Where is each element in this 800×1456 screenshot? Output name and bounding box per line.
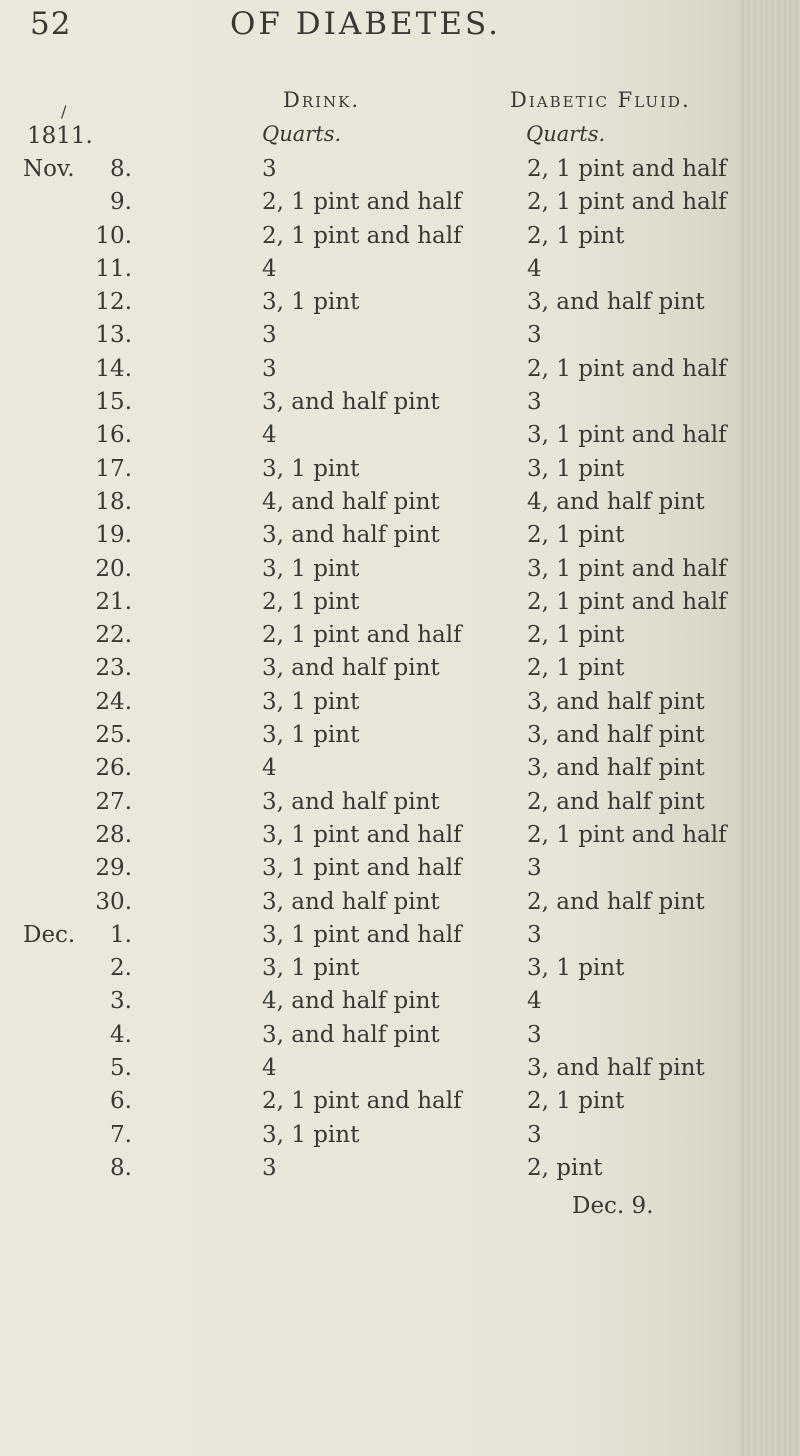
day-cell: 26. (95, 755, 132, 782)
table-row (0, 289, 800, 322)
table-row (0, 622, 800, 655)
fluid-cell: 3 (527, 1021, 542, 1048)
drink-cell: 3, 1 pint (262, 1121, 360, 1148)
fluid-cell: 3, 1 pint (527, 955, 625, 982)
fluid-cell: 3, and half pint (527, 1055, 705, 1082)
day-cell: 27. (95, 788, 132, 815)
fluid-cell: 3, and half pint (527, 688, 705, 715)
month-label-nov: Nov. (23, 156, 75, 182)
month-label-dec: Dec. (23, 922, 76, 948)
fluid-cell: 4 (527, 255, 542, 282)
table-row (0, 556, 800, 589)
fluid-cell: 2, and half pint (527, 788, 705, 815)
drink-cell: 3, 1 pint (262, 289, 360, 316)
fluid-cell: 3 (527, 389, 542, 416)
day-cell: 8. (110, 1154, 132, 1181)
day-cell: 4. (110, 1021, 132, 1048)
fluid-cell: 2, 1 pint (527, 522, 625, 549)
entry-date: Dec. 9. (572, 1193, 654, 1219)
drink-cell: 3, and half pint (262, 1021, 440, 1048)
fluid-cell: 3 (527, 855, 542, 882)
day-cell: 2. (110, 955, 132, 982)
table-row (0, 755, 800, 788)
fluid-cell: 2, and half pint (527, 888, 705, 915)
table-row (0, 422, 800, 455)
drink-cell: 4 (262, 255, 277, 282)
day-cell: 21. (95, 588, 132, 615)
fluid-cell: 3, and half pint (527, 722, 705, 749)
fluid-cell: 3 (527, 322, 542, 349)
drink-cell: 3 (262, 322, 277, 349)
table-row (0, 522, 800, 555)
day-cell: 10. (95, 222, 132, 249)
day-cell: 9. (110, 189, 132, 216)
day-cell: 28. (95, 821, 132, 848)
table-row (0, 489, 800, 522)
day-cell: 12. (95, 289, 132, 316)
running-title: OF DIABETES. (230, 6, 501, 42)
fluid-cell: 2, 1 pint (527, 622, 625, 649)
fluid-cell: 3, 1 pint (527, 455, 625, 482)
table-row (0, 655, 800, 688)
drink-cell: 3, 1 pint (262, 555, 360, 582)
table-row (0, 988, 800, 1021)
table-row (0, 789, 800, 822)
drink-cell: 3 (262, 355, 277, 382)
fluid-cell: 2, 1 pint and half (527, 355, 727, 382)
drink-cell: 3, and half pint (262, 655, 440, 682)
drink-cell: 2, 1 pint and half (262, 1088, 462, 1115)
day-cell: 1. (110, 921, 132, 948)
fluid-cell: 3 (527, 921, 542, 948)
drink-cell: 4 (262, 755, 277, 782)
table-row (0, 722, 800, 755)
drink-cell: 4, and half pint (262, 488, 440, 515)
fluid-cell: 2, pint (527, 1154, 603, 1181)
table-row (0, 889, 800, 922)
fluid-cell: 2, 1 pint and half (527, 821, 727, 848)
day-cell: 23. (95, 655, 132, 682)
day-cell: 6. (110, 1088, 132, 1115)
day-cell: 11. (95, 255, 132, 282)
fluid-cell: 2, 1 pint (527, 1088, 625, 1115)
drink-cell: 3, 1 pint and half (262, 821, 462, 848)
fluid-cell: 3, 1 pint and half (527, 422, 727, 449)
table-row (0, 256, 800, 289)
drink-cell: 2, 1 pint and half (262, 622, 462, 649)
day-cell: 13. (95, 322, 132, 349)
table-row (0, 855, 800, 888)
fluid-cell: 2, 1 pint and half (527, 189, 727, 216)
table-row (0, 322, 800, 355)
drink-unit-label: Quarts. (262, 122, 342, 146)
table-row (0, 1022, 800, 1055)
year-label: 1811. (27, 123, 93, 149)
drink-cell: 3, 1 pint (262, 722, 360, 749)
day-cell: 7. (110, 1121, 132, 1148)
day-cell: 20. (95, 555, 132, 582)
day-cell: 18. (95, 488, 132, 515)
table-row (0, 223, 800, 256)
day-cell: 22. (95, 622, 132, 649)
drink-cell: 3, and half pint (262, 788, 440, 815)
table-row (0, 1088, 800, 1121)
fluid-cell: 3, and half pint (527, 289, 705, 316)
drink-cell: 2, 1 pint and half (262, 189, 462, 216)
day-cell: 17. (95, 455, 132, 482)
day-cell: 16. (95, 422, 132, 449)
table-row (0, 356, 800, 389)
fluid-cell: 4, and half pint (527, 488, 705, 515)
table-row (0, 189, 800, 222)
fluid-column-heading: Diabetic Fluid. (510, 88, 691, 112)
fluid-cell: 2, 1 pint and half (527, 156, 727, 182)
drink-cell: 3 (262, 1154, 277, 1181)
day-cell: 15. (95, 389, 132, 416)
drink-cell: 3, and half pint (262, 389, 440, 416)
fluid-cell: 3 (527, 1121, 542, 1148)
drink-cell: 2, 1 pint (262, 588, 360, 615)
table-row (0, 589, 800, 622)
drink-cell: 3, 1 pint (262, 455, 360, 482)
day-cell: 3. (110, 988, 132, 1015)
day-cell: 29. (95, 855, 132, 882)
drink-cell: 3, 1 pint (262, 955, 360, 982)
drink-cell: 2, 1 pint and half (262, 222, 462, 249)
drink-cell: 3, and half pint (262, 888, 440, 915)
pencil-mark: / (61, 102, 67, 121)
drink-cell: 3, 1 pint (262, 688, 360, 715)
fluid-cell: 3, and half pint (527, 755, 705, 782)
day-cell: 14. (95, 355, 132, 382)
drink-cell: 3, and half pint (262, 522, 440, 549)
drink-cell: 3, 1 pint and half (262, 855, 462, 882)
table-row (0, 1055, 800, 1088)
drink-cell: 4 (262, 422, 277, 449)
table-row (0, 922, 800, 955)
fluid-cell: 3, 1 pint and half (527, 555, 727, 582)
drink-cell: 4, and half pint (262, 988, 440, 1015)
day-cell: 30. (95, 888, 132, 915)
table-row (0, 456, 800, 489)
fluid-cell: 2, 1 pint (527, 222, 625, 249)
table-row (0, 822, 800, 855)
day-cell: 8. (110, 156, 132, 182)
day-cell: 19. (95, 522, 132, 549)
drink-cell: 3 (262, 156, 277, 182)
page-number: 52 (30, 6, 72, 42)
table-row (0, 689, 800, 722)
table-row (0, 389, 800, 422)
drink-cell: 3, 1 pint and half (262, 921, 462, 948)
table-row (0, 955, 800, 988)
fluid-cell: 2, 1 pint and half (527, 588, 727, 615)
drink-cell: 4 (262, 1055, 277, 1082)
fluid-cell: 2, 1 pint (527, 655, 625, 682)
table-row (0, 156, 800, 189)
drink-column-heading: Drink. (283, 88, 361, 112)
record-table (0, 156, 800, 1188)
day-cell: 25. (95, 722, 132, 749)
fluid-cell: 4 (527, 988, 542, 1015)
fluid-unit-label: Quarts. (526, 122, 606, 146)
day-cell: 24. (95, 688, 132, 715)
table-row (0, 1155, 800, 1188)
day-cell: 5. (110, 1055, 132, 1082)
table-row (0, 1122, 800, 1155)
